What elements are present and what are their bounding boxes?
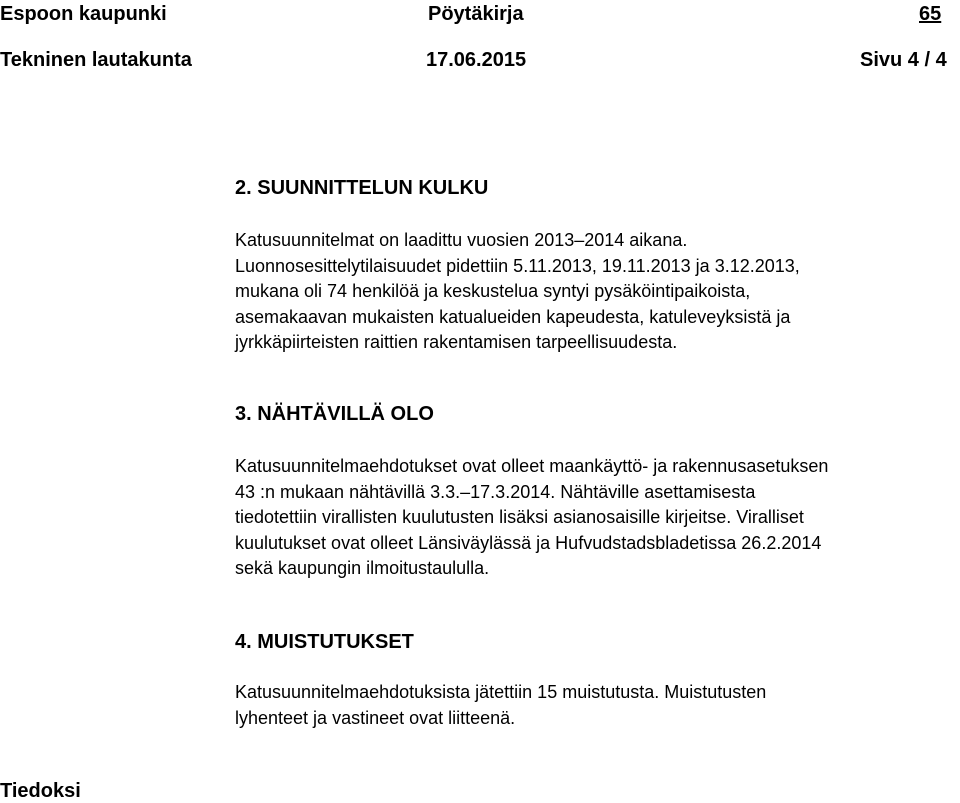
body-line: jyrkkäpiirteisten raittien rakentamisen tarpeellisuudesta. xyxy=(235,332,678,352)
document-type: Pöytäkirja xyxy=(428,3,524,25)
org-name: Espoon kaupunki xyxy=(0,3,167,25)
body-line: kuulutukset ovat olleet Länsiväylässä ja Hufvudstadsbladetissa 26.2.2014 xyxy=(235,532,822,553)
body-line: Katusuunnitelmat on laadittu vuosien 2013–2014 aikana. xyxy=(235,230,688,250)
body-line: Luonnosesittelytilaisuudet pidettiin 5.11.2013, 19.11.2013 ja 3.12.2013, xyxy=(235,255,800,276)
page-number: Sivu 4 / 4 xyxy=(860,49,947,71)
section-heading: 4. MUISTUTUKSET xyxy=(235,631,414,653)
body-line: lyhenteet ja vastineet ovat liitteenä. xyxy=(235,707,516,728)
board-name: Tekninen lautakunta xyxy=(0,49,192,71)
meeting-date: 17.06.2015 xyxy=(426,49,527,71)
body-line: asemakaavan mukaisten katualueiden kapeudesta, katuleveyksistä ja xyxy=(235,306,791,327)
body-line: tiedotettiin virallisten kuulutusten lisäksi asianosaisille kirjeitse. Viralliset xyxy=(235,507,804,527)
body-line: Katusuunnitelmaehdotukset ovat olleet maankäyttö- ja rakennusasetuksen xyxy=(235,456,829,476)
section-body xyxy=(235,228,800,356)
body-line: sekä kaupungin ilmoitustaululla. xyxy=(235,558,490,578)
section-body xyxy=(235,454,828,582)
body-line: mukana oli 74 henkilöä ja keskustelua syntyi pysäköintipaikoista, xyxy=(235,281,751,301)
body-line: Katusuunnitelmaehdotuksista jätettiin 15 muistutusta. Muistutusten xyxy=(235,682,767,702)
body-line: 43 :n mukaan nähtävillä 3.3.–17.3.2014. Nähtäville asettamisesta xyxy=(235,481,756,502)
distribution-label: Tiedoksi xyxy=(0,780,81,802)
section-heading: 3. NÄHTÄVILLÄ OLO xyxy=(235,403,434,425)
section-body xyxy=(235,680,766,731)
section-heading: 2. SUUNNITTELUN KULKU xyxy=(235,177,489,199)
section-number: 65 xyxy=(919,3,942,25)
